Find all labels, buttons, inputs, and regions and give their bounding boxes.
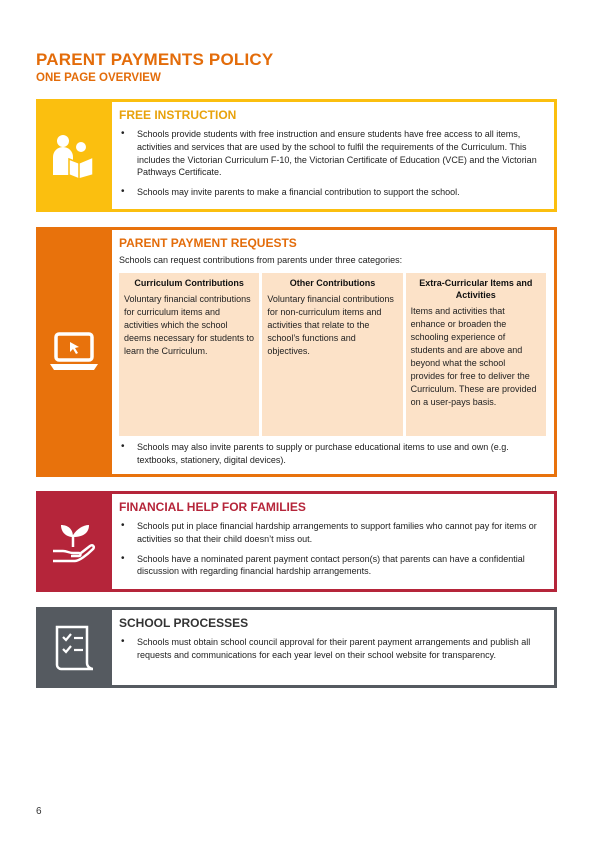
category-body: Voluntary financial contributions for non-curriculum items and activities that relate to the school’s functions and objectives.	[267, 293, 394, 356]
list-item: • Schools may invite parents to make a financial contribution to support the school.	[137, 186, 546, 199]
category-body: Voluntary financial contributions for curriculum items and activities which the school deems necessary for students to learn the Curriculum.	[124, 293, 255, 356]
bullet-list	[119, 520, 546, 578]
section-icon-panel	[36, 227, 112, 477]
list-item: • Schools put in place financial hardship arrangements to support families who cannot pay for items or activities so that their child doesn’t miss out.	[137, 520, 546, 546]
section-school-processes	[36, 607, 557, 688]
section-title: FREE INSTRUCTION	[119, 108, 237, 122]
bullet-list	[119, 636, 546, 662]
section-icon-panel	[36, 491, 112, 592]
checklist-icon	[51, 623, 97, 673]
list-item: • Schools have a nominated parent payment contact person(s) that parents can have a confidential discussion with regarding financial hardship arrangements.	[137, 553, 546, 579]
category-heading: Curriculum Contributions	[134, 277, 244, 288]
list-item: • Schools must obtain school council approval for their parent payment arrangements and publish all requests and communications for each year level on their school website for transparency.	[137, 636, 546, 662]
page-number: 6	[36, 806, 42, 817]
category-heading: Other Contributions	[289, 277, 376, 288]
section-intro: Schools can request contributions from parents under three categories:	[119, 255, 403, 265]
section-parent-payment-requests	[36, 227, 557, 477]
hand-plant-icon	[49, 517, 99, 567]
section-title: PARENT PAYMENT REQUESTS	[119, 236, 297, 250]
section-title: SCHOOL PROCESSES	[119, 616, 249, 630]
bullet-list	[119, 441, 546, 467]
section-free-instruction	[36, 99, 557, 212]
category-heading: Extra-Curricular Items and Activities	[419, 277, 533, 300]
list-item: • Schools provide students with free instruction and ensure students have free access to all items, activities and services that are used by the school to fulfil the requirements of the Curriculum. This includes the Victorian Curriculum F-10, the Victorian Certificate of Education (VCE) and the Victorian Pathways Certificate.	[137, 128, 546, 179]
page-title: PARENT PAYMENTS POLICY	[36, 50, 274, 69]
laptop-icon	[48, 330, 100, 374]
section-title: FINANCIAL HELP FOR FAMILIES	[119, 500, 306, 514]
category-body: Items and activities that enhance or broaden the schooling experience of students and are above and beyond what the school provides for free to deliver the Curriculum. These are provided on a user-pays basis.	[410, 305, 537, 407]
category-curriculum-contributions	[119, 273, 259, 436]
list-item: • Schools may also invite parents to supply or purchase educational items to use and own (e.g. textbooks, stationery, digital devices).	[137, 441, 546, 467]
page-subtitle: ONE PAGE OVERVIEW	[36, 72, 161, 84]
category-extra-curricular	[406, 273, 546, 436]
section-icon-panel	[36, 99, 112, 212]
category-other-contributions	[262, 273, 402, 436]
reading-parent-child-icon	[49, 131, 99, 181]
section-financial-help	[36, 491, 557, 592]
section-icon-panel	[36, 607, 112, 688]
category-grid	[119, 273, 546, 436]
bullet-list	[119, 128, 546, 199]
